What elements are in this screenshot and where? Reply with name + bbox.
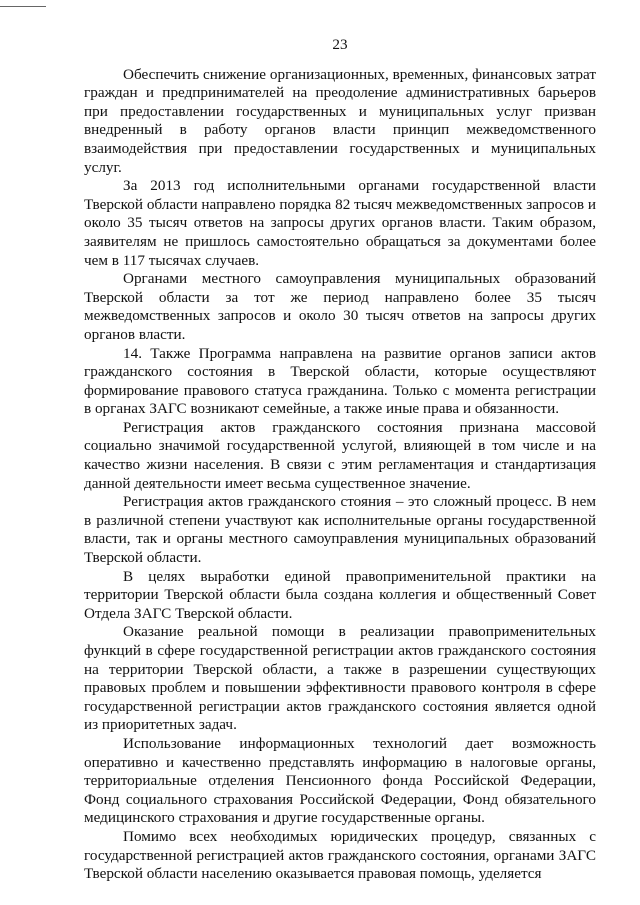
page-number: 23 — [332, 36, 348, 53]
paragraph-4: 14. Также Программа направлена на развитие органов записи актов гражданского состояния в Тверской области, которые осуществляют формирование правового статуса гражданина. Только с момента регистрации в органах ЗАГС возникают семейные, а также иные права и обязанности. — [84, 344, 596, 418]
paragraph-1: Обеспечить снижение организационных, временных, финансовых затрат граждан и предпринимателей на преодоление административных барьеров при предоставлении государственных и муниципальных услуг призван внедренный в работу органов власти принцип межведомственного взаимодействия при предоставлении государственных и муниципальных услуг. — [84, 65, 596, 176]
paragraph-10: Помимо всех необходимых юридических процедур, связанных с государственной регистрацией актов гражданского состояния, органами ЗАГС Тверской области населению оказывается правовая помощь, уделяется — [84, 827, 596, 883]
paragraph-8: Оказание реальной помощи в реализации правоприменительных функций в сфере государственной регистрации актов гражданского состояния на территории Тверской области, а также в разрешении существующих правовых проблем и повышении эффективности правового контроля в сфере государственной регистрации актов гражданского состояния является одной из приоритетных задач. — [84, 623, 596, 734]
paragraph-2: За 2013 год исполнительными органами государственной власти Тверской области направлено порядка 82 тысяч межведомственных запросов и около 35 тысяч ответов на запросы других органов власти. Таким образом, заявителям не пришлось самостоятельно обращаться за документами более чем в 117 тысячах случаев. — [84, 177, 596, 269]
paragraph-6: Регистрация актов гражданского стояния – это сложный процесс. В нем в различной степени участвуют как исполнительные органы государственной власти, так и органы местного самоуправления муниципальных образований Тверской области. — [84, 493, 596, 567]
document-page — [84, 36, 596, 884]
paragraph-7: В целях выработки единой правоприменительной практики на территории Тверской области была создана коллегия и общественный Совет Отдела ЗАГС Тверской области. — [84, 567, 596, 622]
paragraph-9: Использование информационных технологий дает возможность оперативно и качественно представлять информацию в налоговые органы, территориальные отделения Пенсионного фонда Российской Федерации, Фонд социального страхования Российской Федерации, Фонд обязательного медицинского страхования и другие государственные органы. — [84, 734, 596, 827]
paragraph-5: Регистрация актов гражданского состояния признана массовой социально значимой государственной услугой, влияющей в том числе и на качество жизни населения. В связи с этим регламентация и стандартизация данной деятельности имеет весьма существенное значение. — [84, 418, 596, 492]
scan-edge-line — [0, 6, 46, 7]
paragraph-3: Органами местного самоуправления муниципальных образований Тверской области за тот же период направлено более 35 тысяч межведомственных запросов и около 30 тысяч ответов на запросы других органов власти. — [84, 270, 596, 343]
